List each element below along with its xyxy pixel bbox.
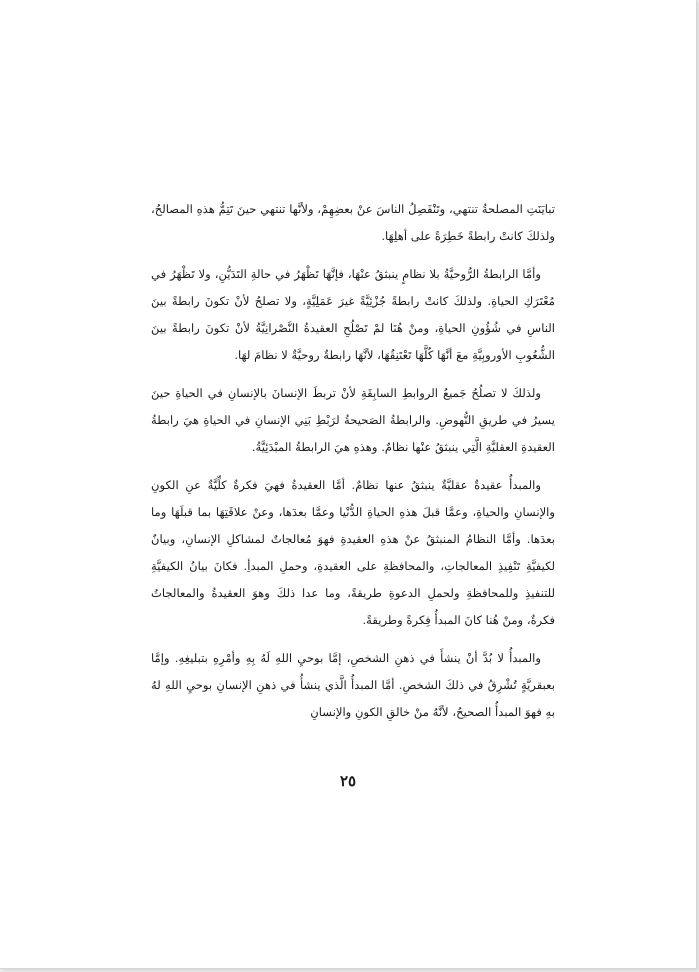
page-number: ٢٥ (339, 772, 357, 790)
paragraph-3: ولذلكَ لا تصلُحُ جَميعُ الروابطِ السابِقَةِ لأنْ تربطَ الإنسانَ بالإنسانِ في الحياةِ حينَ يسيرُ في طريقِ النُّهوضِ. والرابطةُ الصَحيحةُ لرَبْطِ بَنِي الإنسانِ في الحياةِ هيَ رابطةُ العقيدةِ العقليَّةِ الَّتِي ينبثقُ عنْها نظامٌ. وهذهِ هيَ الرابطةُ المبْدَئِيَّةُ. (151, 386, 555, 454)
paragraph-2: وأمَّا الرابطةُ الرُّوحيَّةُ بلا نظامٍ ينبثقُ عنْهَا، فإنَّهَا تَظْهَرُ في حالةِ التَدَيُّنِ، ولا تَظْهَرُ في مُعْتَرَكِ الحياةِ. ولذلكَ كانتْ رابطةً جُزْئِيَّةً غيرَ عَمَلِيَّةٍ، ولا تصلحُ لأنْ تكونَ رابطةً بينَ الناسِ في شُؤُونِ الحياةِ، ومنْ هُنَا لمْ تَصْلُحِ العقيدةُ النَّصْرانِيَّةُ لأنْ تكونَ رابطةً بينَ الشُّعُوبِ الأوروبِيَّةِ معَ أنَّهَا كُلَّهَا تَعْتَنِقُهَا، لأنَّهَا رابطةٌ روحيَّةٌ لا نظامَ لهَا. (151, 267, 555, 362)
paragraph-gap (151, 634, 555, 645)
paragraph-gap (151, 369, 555, 380)
body-text (151, 196, 555, 726)
paragraph-5: والمبدأُ لا بُدَّ أنْ ينشأَ في ذهنِ الشخصِ، إمَّا بوحيِ اللهِ لَهُ بِهِ وأمْرِهِ بتبليغِهِ. وإمَّا بعبقريَّةٍ تُشْرِقُ في ذلكَ الشخصِ. أمَّا المبدأُ الَّذي ينشأُ في ذهنِ الإنسانِ بوحيِ اللهِ لهُ بهِ فهوَ المبدأُ الصحيحُ، لأنَّهُ منْ خالقِ الكونِ والإنسانِ (151, 651, 555, 719)
paragraph-1: تبايَنَتِ المصلحةُ تنتهي، وتَنْفَصِلُ الناسَ عنْ بعضِهِمْ، ولأنَّها تنتهي حينَ تَتِمُّ هذهِ المصالحُ، ولذلكَ كانتْ رابطةً خَطِرَةً على أهلِهَا. (151, 202, 555, 243)
paragraph-gap (151, 461, 555, 472)
paragraph-4: والمبدأُ عقيدةٌ عقليَّةٌ ينبثقُ عنها نظامٌ. أمَّا العقيدةُ فهيَ فكرةٌ كلِّيَّةٌ عنِ الكونِ والإنسانِ والحياةِ، وعمَّا قبلَ هذهِ الحياةِ الدُّنْيا وعمَّا بعدَها، وعنْ علاقَتِهَا بما قبلَهَا وما بعدَها. وأمَّا النظامُ المنبثقُ عنْ هذهِ العقيدةِ فهوَ مُعالجاتٌ لمشاكلِ الإنسانِ، وبيانٌ لكيفيَّةِ تَنْفِيذِ المعالجاتِ، والمحافظةِ على العقيدةِ، وحملِ المبدأِ. فكانَ بيانُ الكيفيَّةِ للتنفيذِ وللمحافظةِ ولحملِ الدعوةِ طريقةً، وما عدا ذلكَ وهوَ العقيدةُ والمعالجاتُ فكرةٌ، ومنْ هُنا كانَ المبدأُ فِكرةً وطريقةً. (151, 478, 555, 627)
paragraph-gap (151, 250, 555, 261)
